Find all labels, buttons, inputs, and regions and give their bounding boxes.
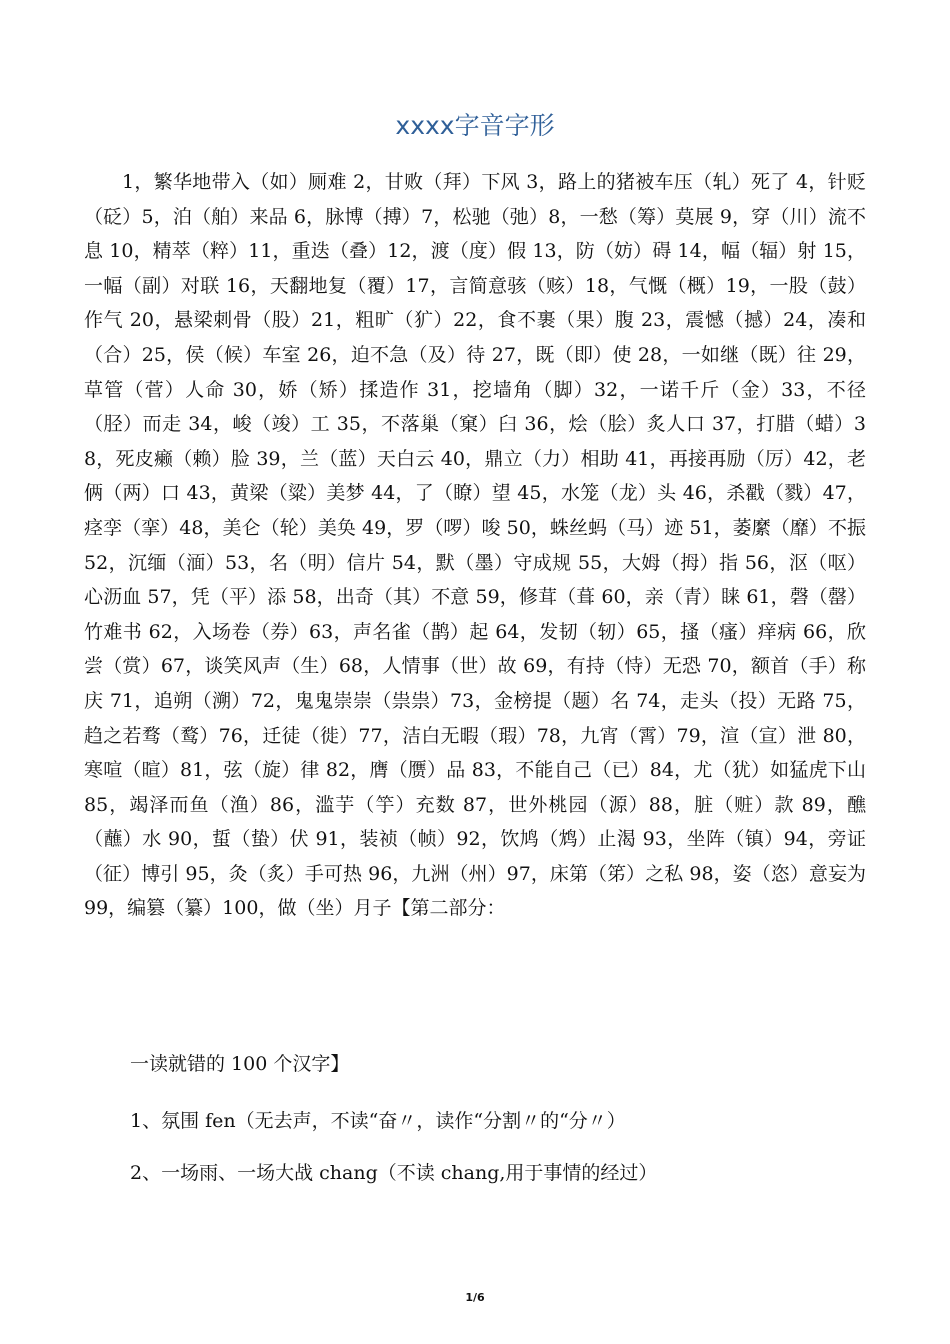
- section-heading: 一读就错的 100 个汉字】: [130, 1053, 350, 1075]
- page-number: 1/6: [465, 1291, 485, 1304]
- document-title: xxxx字音字形: [395, 111, 555, 140]
- body-paragraph: 1，繁华地带入（如）厕难 2，甘败（拜）下风 3，路上的猪被车压（轧）死了 4，针贬（砭）5，泊（舶）来品 6，脉博（搏）7，松驰（弛）8，一愁（筹）莫展 9，穿（川）流不息 10，精萃（粹）11，重迭（叠）12，渡（度）假 13，防（妨）碍 14，幅（辐）射 15，一幅（副）对联 16，天翻地复（覆）17，言简意骇（赅）18，气慨（概）19，一股（鼓）作气 20，悬梁刺骨（股）21，粗旷（犷）22，食不裹（果）腹 23，震憾（撼）24，凑和（合）25，侯（候）车室 26，迫不急（及）待 27，既（即）使 28，一如继（既）往 29，草管（菅）人命 30，娇（矫）揉造作 31，挖墙角（脚）32，一诺千斤（金）33，不径（胫）而走 34，峻（竣）工 35，不落巢（窠）臼 36，烩（脍）炙人口 37，打腊（蜡）38，死皮癞（赖）脸 39，兰（蓝）天白云 40，鼎立（力）相助 41，再接再励（厉）42，老俩（两）口 43，黄梁（粱）美梦 44，了（瞭）望 45，水笼（龙）头 46，杀戳（戮）47，痉孪（挛）48，美仑（轮）美奂 49，罗（啰）唆 50，蛛丝蚂（马）迹 51，萎縻（靡）不振 52，沉缅（湎）53，名（明）信片 54，默（墨）守成规 55，大姆（拇）指 56，沤（呕）心沥血 57，凭（平）添 58，出奇（其）不意 59，修茸（葺 60，亲（青）睐 61，磬（罄）竹难书 62，入场卷（券）63，声名雀（鹊）起 64，发韧（轫）65，搔（瘙）痒病 66，欣尝（赏）67，谈笑风声（生）68，人情事（世）故 69，有持（恃）无恐 70，额首（手）称庆 71，追朔（溯）72，鬼鬼崇崇（祟祟）73，金榜提（题）名 74，走头（投）无路 75，趋之若骛（鹜）76，迁徒（徙）77，洁白无暇（瑕）78，九宵（霄）79，渲（宣）泄 80，寒喧（暄）81，弦（旋）律 82，膺（赝）品 83，不能自己（已）84，尤（犹）如猛虎下山 85，竭泽而鱼（渔）86，滥芋（竽）充数 87，世外桃园（源）88，脏（赃）款 89，醮（蘸）水 90，蜇（蛰）伏 91，装祯（帧）92，饮鸠（鸩）止渴 93，坐阵（镇）94，旁证（征）博引 95，灸（炙）手可热 96，九洲（州）97，床第（笫）之私 98，姿（恣）意妄为 99，编篡（纂）100，做（坐）月子【第二部分：: [84, 171, 866, 920]
- list-item: 1、氛围 fen（无去声，不读“奋〃，读作“分割〃的“分〃）: [130, 1110, 626, 1132]
- list-item: 2、一场雨、一场大战 chang（不读 chang,用于事情的经过）: [130, 1162, 658, 1184]
